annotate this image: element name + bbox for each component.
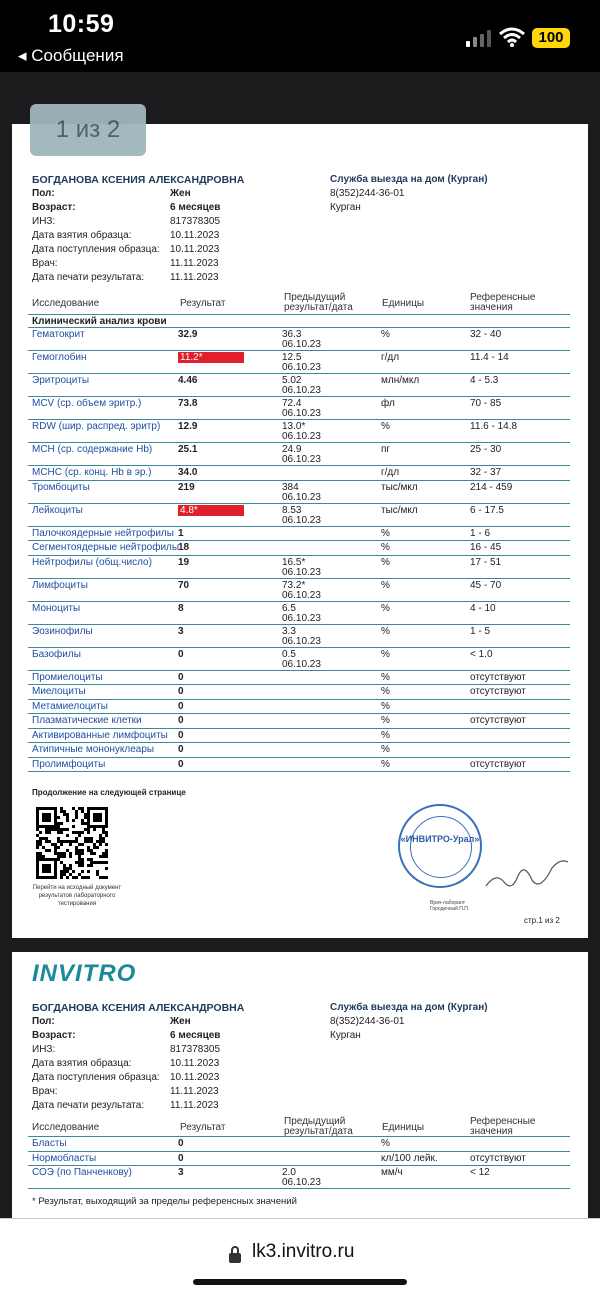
previous-date: 06.10.23 (282, 1177, 321, 1188)
patient-field-value: 11.11.2023 (170, 1086, 219, 1097)
table-row (28, 757, 570, 773)
reference-range: 6 - 17.5 (470, 504, 504, 516)
previous-date: 06.10.23 (282, 339, 321, 350)
table-row (28, 699, 570, 715)
test-unit: % (381, 744, 390, 755)
test-unit: млн/мкл (381, 375, 420, 386)
previous-result: 8.53 (282, 504, 302, 516)
test-result: 18 (178, 542, 190, 553)
previous-result: 0.5 (282, 648, 296, 660)
table-row (28, 555, 570, 579)
column-header: Исследование (32, 298, 100, 309)
test-name: MCH (ср. содержание Hb) (32, 444, 153, 455)
test-unit: кл/100 лейк. (381, 1152, 438, 1164)
test-result: 19 (178, 556, 190, 568)
patient-field-value: 817378305 (170, 1044, 221, 1055)
test-result: 4.8* (178, 505, 244, 516)
table-row (28, 465, 570, 481)
test-unit: % (381, 700, 390, 712)
test-result: 1 (178, 527, 184, 539)
previous-result: 384 (282, 481, 299, 493)
table-row (28, 684, 570, 700)
patient-field-label: Дата печати результата: (32, 1100, 145, 1111)
patient-field-label: Дата взятия образца: (32, 230, 132, 241)
previous-result: 73.2* (282, 579, 306, 591)
patient-field-label: Пол: (32, 1016, 55, 1027)
page-number: стр.1 из 2 (524, 916, 560, 925)
patient-field-label: Дата взятия образца: (32, 1058, 132, 1069)
previous-date: 06.10.23 (282, 408, 321, 419)
previous-date: 06.10.23 (282, 612, 321, 624)
previous-result: 12.5 (282, 352, 302, 363)
status-bar (0, 0, 600, 72)
test-unit: % (381, 527, 390, 539)
service-name: Служба выезда на дом (Курган) (330, 174, 488, 185)
reference-range: 4 - 10 (470, 602, 496, 614)
previous-date: 06.10.23 (282, 514, 321, 526)
qr-note: Перейти на исходный документ результатов лабораторного тестирования (32, 885, 122, 907)
table-row (28, 728, 570, 744)
previous-date: 06.10.23 (282, 566, 321, 578)
patient-field-label: Дата печати результата: (32, 272, 145, 283)
lab-stamp: «ИНВИТРО-Урал» (398, 804, 482, 888)
battery-indicator: 100 (532, 28, 570, 48)
test-unit: % (381, 329, 390, 340)
continued-note: Продолжение на следующей странице (32, 788, 186, 797)
invitro-logo: INVITRO (32, 960, 137, 987)
test-name: Пролимфоциты (32, 758, 106, 770)
previous-result: 3.3 (282, 625, 296, 637)
previous-date: 06.10.23 (282, 454, 321, 465)
test-name: Бласты (32, 1138, 67, 1149)
test-unit: пг (381, 444, 391, 455)
test-unit: тыс/мкл (381, 504, 418, 516)
home-indicator (193, 1279, 407, 1285)
test-name: Миелоциты (32, 686, 86, 697)
test-result: 32.9 (178, 329, 198, 340)
table-row (28, 1165, 570, 1189)
test-name: Плазматические клетки (32, 715, 142, 726)
patient-name: БОГДАНОВА КСЕНИЯ АЛЕКСАНДРОВНА (32, 174, 245, 186)
previous-date: 06.10.23 (282, 385, 321, 396)
reference-range: 1 - 6 (470, 527, 491, 539)
test-result: 0 (178, 1152, 184, 1164)
previous-result: 72.4 (282, 398, 302, 409)
previous-result: 13.0* (282, 421, 306, 432)
table-row (28, 601, 570, 625)
service-phone: 8(352)244-36-01 (330, 188, 405, 199)
test-unit: % (381, 579, 390, 591)
lock-icon (228, 1245, 242, 1263)
column-header: Единицы (382, 298, 425, 309)
service-city: Курган (330, 202, 361, 213)
test-unit: г/дл (381, 352, 400, 363)
reference-range: 17 - 51 (470, 556, 502, 568)
report-page-2[interactable] (12, 952, 588, 1218)
test-unit: % (381, 758, 390, 770)
test-name: Атипичные мононуклеары (32, 744, 155, 755)
reference-range: < 12 (470, 1167, 490, 1178)
test-unit: тыс/мкл (381, 481, 418, 493)
test-result: 12.9 (178, 421, 198, 432)
test-result: 25.1 (178, 444, 198, 455)
table-row (28, 503, 570, 527)
test-name: Активированные лимфоциты (32, 729, 168, 741)
patient-field-value: 10.11.2023 (170, 230, 220, 241)
test-name: Лейкоциты (32, 504, 83, 516)
reference-range: отсутствуют (470, 686, 526, 697)
page-indicator: 1 из 2 (30, 104, 146, 156)
test-unit: % (381, 1138, 390, 1149)
back-to-messages-link[interactable]: ◂ Сообщения (18, 46, 124, 65)
url-text[interactable]: lk3.invitro.ru (252, 1241, 355, 1262)
patient-name-p2: БОГДАНОВА КСЕНИЯ АЛЕКСАНДРОВНА (32, 1002, 245, 1014)
footnote: * Результат, выходящий за пределы референсных значений (32, 1196, 297, 1207)
test-result: 8 (178, 602, 184, 614)
test-name: Нормобласты (32, 1152, 97, 1164)
previous-date: 06.10.23 (282, 635, 321, 647)
reference-range: 11.4 - 14 (470, 352, 509, 363)
test-name: Эозинофилы (32, 625, 93, 637)
table-row (28, 396, 570, 420)
test-unit: г/дл (381, 467, 400, 478)
test-unit: фл (381, 398, 395, 409)
test-result: 0 (178, 671, 184, 683)
test-name: Метамиелоциты (32, 700, 108, 712)
doctor-signature-label: Врач-лаборант Городечный П.П. (430, 900, 470, 912)
table-row (28, 419, 570, 443)
previous-result: 16.5* (282, 556, 306, 568)
reference-range: 25 - 30 (470, 444, 502, 455)
test-result: 11.2* (178, 352, 244, 363)
test-unit: мм/ч (381, 1167, 403, 1178)
table-row (28, 1151, 570, 1167)
test-name: Промиелоциты (32, 671, 103, 683)
reference-range: 70 - 85 (470, 398, 502, 409)
previous-result: 5.02 (282, 375, 302, 386)
test-name: MCV (ср. объем эритр.) (32, 398, 142, 409)
patient-field-value: 10.11.2023 (170, 244, 220, 255)
reference-range: отсутствуют (470, 671, 526, 683)
test-unit: % (381, 648, 390, 660)
reference-range: 4 - 5.3 (470, 375, 499, 386)
service-phone-p2: 8(352)244-36-01 (330, 1016, 405, 1027)
column-header: Единицы (382, 1122, 425, 1133)
column-header: результат/дата (284, 302, 353, 313)
column-header: Предыдущий (284, 292, 346, 303)
reference-range: отсутствуют (470, 715, 526, 726)
column-header: результат/дата (284, 1126, 353, 1137)
patient-field-label: Дата поступления образца: (32, 1072, 160, 1083)
previous-date: 06.10.23 (282, 658, 321, 670)
test-result: 4.46 (178, 375, 198, 386)
test-result: 0 (178, 729, 184, 741)
patient-field-value: 11.11.2023 (170, 1100, 219, 1111)
test-unit: % (381, 602, 390, 614)
patient-field-label: ИНЗ: (32, 216, 56, 227)
previous-result: 6.5 (282, 602, 296, 614)
test-unit: % (381, 729, 390, 741)
previous-date: 06.10.23 (282, 431, 321, 442)
patient-field-label: ИНЗ: (32, 1044, 56, 1055)
test-unit: % (381, 625, 390, 637)
test-result: 0 (178, 648, 184, 660)
test-result: 0 (178, 700, 184, 712)
reference-range: 214 - 459 (470, 481, 513, 493)
test-result: 0 (178, 1138, 184, 1149)
previous-result: 2.0 (282, 1167, 296, 1178)
test-result: 3 (178, 1167, 184, 1178)
test-name: Гемоглобин (32, 352, 87, 363)
patient-field-label: Возраст: (32, 1030, 76, 1041)
patient-field-label: Врач: (32, 1086, 58, 1097)
section-title: Клинический анализ крови (32, 316, 167, 327)
reference-range: отсутствуют (470, 758, 526, 770)
test-result: 219 (178, 481, 195, 493)
table-row (28, 742, 570, 758)
test-result: 3 (178, 625, 184, 637)
test-unit: % (381, 671, 390, 683)
table-row (28, 526, 570, 542)
previous-date: 06.10.23 (282, 362, 321, 373)
test-name: Тромбоциты (32, 481, 90, 493)
reference-range: 32 - 40 (470, 329, 502, 340)
patient-field-label: Дата поступления образца: (32, 244, 160, 255)
test-result: 0 (178, 744, 184, 755)
test-name: Палочкоядерные нейтрофилы (32, 527, 174, 539)
test-unit: % (381, 542, 390, 553)
column-header: Референсные (470, 292, 536, 303)
patient-field-value: 817378305 (170, 216, 221, 227)
previous-date: 06.10.23 (282, 491, 321, 503)
browser-address-bar[interactable] (0, 1218, 600, 1298)
wifi-icon (498, 26, 526, 48)
test-result: 0 (178, 715, 184, 726)
table-row (28, 480, 570, 504)
test-result: 70 (178, 579, 190, 591)
test-name: СОЭ (по Панченкову) (32, 1167, 132, 1178)
column-header: Исследование (32, 1122, 100, 1133)
test-unit: % (381, 556, 390, 568)
test-name: Эритроциты (32, 375, 90, 386)
column-header: Предыдущий (284, 1116, 346, 1127)
column-header: Результат (180, 1122, 226, 1133)
table-row (28, 578, 570, 602)
cellular-signal-icon (466, 30, 492, 47)
clock: 10:59 (48, 10, 115, 38)
table-row (28, 624, 570, 648)
table-row (28, 373, 570, 397)
test-unit: % (381, 421, 390, 432)
previous-result: 36.3 (282, 329, 302, 340)
column-header: Результат (180, 298, 226, 309)
patient-field-value: 10.11.2023 (170, 1058, 220, 1069)
table-row (28, 327, 570, 351)
reference-range: < 1.0 (470, 648, 493, 660)
table-row (28, 647, 570, 671)
test-name: RDW (шир. распред. эритр) (32, 421, 161, 432)
reference-range: 1 - 5 (470, 625, 491, 637)
test-name: Лимфоциты (32, 579, 88, 591)
signature (482, 852, 572, 896)
service-city-p2: Курган (330, 1030, 361, 1041)
patient-field-value: 11.11.2023 (170, 258, 219, 269)
reference-range: 45 - 70 (470, 579, 502, 591)
patient-field-value: 11.11.2023 (170, 272, 219, 283)
patient-field-value: 6 месяцев (170, 202, 221, 213)
column-header: значения (470, 302, 513, 313)
table-row (28, 670, 570, 686)
test-unit: % (381, 686, 390, 697)
test-name: Моноциты (32, 602, 81, 614)
test-name: Гематокрит (32, 329, 85, 340)
column-header: значения (470, 1126, 513, 1137)
reference-range: отсутствуют (470, 1152, 526, 1164)
patient-field-label: Возраст: (32, 202, 76, 213)
patient-field-label: Пол: (32, 188, 55, 199)
table-row (28, 1136, 570, 1152)
column-header: Референсные (470, 1116, 536, 1127)
previous-result: 24.9 (282, 444, 302, 455)
reference-range: 11.6 - 14.8 (470, 421, 518, 432)
service-name-p2: Служба выезда на дом (Курган) (330, 1002, 488, 1013)
patient-field-value: 6 месяцев (170, 1030, 221, 1041)
test-name: Базофилы (32, 648, 81, 660)
test-name: Нейтрофилы (общ.число) (32, 556, 152, 568)
table-row (28, 442, 570, 466)
test-name: Сегментоядерные нейтрофилы (32, 542, 180, 553)
test-result: 0 (178, 686, 184, 697)
report-page-1[interactable] (12, 124, 588, 938)
patient-field-label: Врач: (32, 258, 58, 269)
patient-field-value: Жен (170, 1016, 191, 1027)
test-result: 0 (178, 758, 184, 770)
previous-date: 06.10.23 (282, 589, 321, 601)
test-unit: % (381, 715, 390, 726)
reference-range: 16 - 45 (470, 542, 502, 553)
reference-range: 32 - 37 (470, 467, 502, 478)
test-name: MCHC (ср. конц. Hb в эр.) (32, 467, 152, 478)
table-row (28, 540, 570, 556)
qr-code[interactable] (36, 807, 108, 879)
patient-field-value: 10.11.2023 (170, 1072, 220, 1083)
table-row (28, 350, 570, 374)
patient-field-value: Жен (170, 188, 191, 199)
table-row (28, 713, 570, 729)
test-result: 73.8 (178, 398, 198, 409)
test-result: 34.0 (178, 467, 198, 478)
